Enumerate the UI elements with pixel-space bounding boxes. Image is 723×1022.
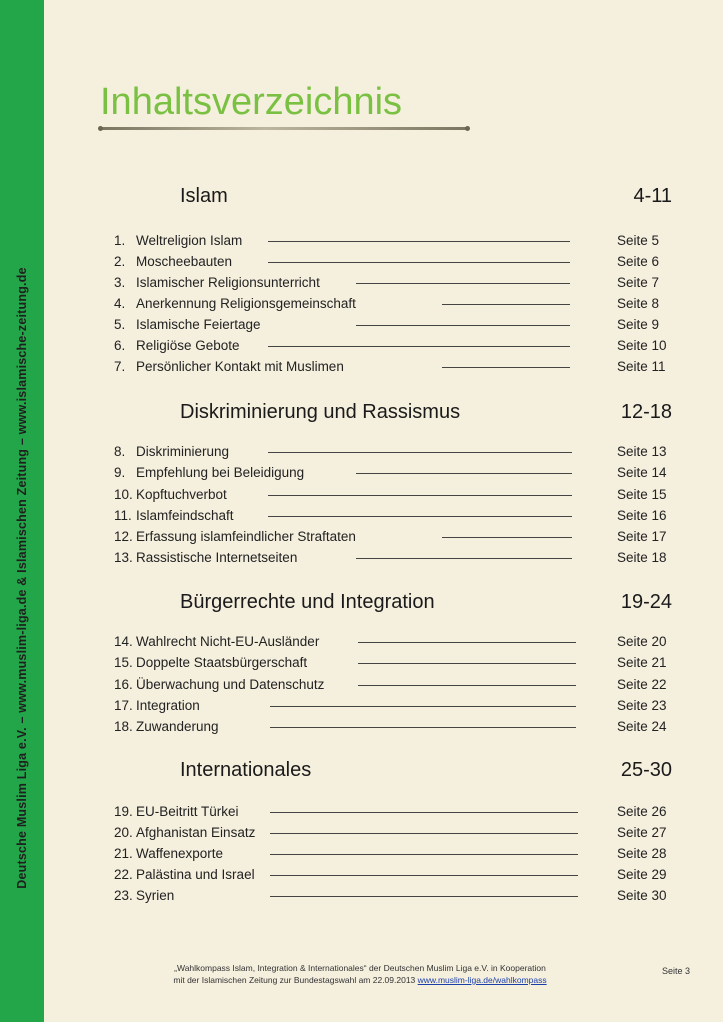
entry-number: 23. xyxy=(114,888,133,903)
entry-page: Seite 29 xyxy=(617,867,667,882)
leader-line xyxy=(356,558,572,559)
leader-line xyxy=(356,283,570,284)
toc-entry[interactable] xyxy=(114,548,674,568)
entry-label: Doppelte Staatsbürgerschaft xyxy=(136,655,308,670)
entry-number: 22. xyxy=(114,867,133,882)
footer-line-2 xyxy=(150,974,570,986)
toc-entry[interactable] xyxy=(114,717,674,737)
sidebar-text: Deutsche Muslim Liga e.V. – www.muslim-liga.de & Islamischen Zeitung – www.islamische-zeitung.de xyxy=(15,267,29,889)
section-title: Bürgerrechte und Integration xyxy=(180,591,435,613)
toc-entry[interactable] xyxy=(114,886,674,906)
entry-number: 16. xyxy=(114,677,133,692)
section-title: Islam xyxy=(180,185,228,207)
entry-number: 11. xyxy=(114,508,132,523)
toc-entry[interactable] xyxy=(114,802,674,822)
page-number: Seite 3 xyxy=(662,966,691,976)
toc-entry[interactable] xyxy=(114,527,674,547)
entry-number: 13. xyxy=(114,550,133,565)
footer-line-1: „Wahlkompass Islam, Integration & Internationales“ der Deutschen Muslim Liga e.V. in Kooperation xyxy=(174,963,546,973)
entry-page: Seite 28 xyxy=(617,846,667,861)
title-divider xyxy=(100,127,468,130)
entry-page: Seite 8 xyxy=(617,296,660,311)
entry-label: Waffenexporte xyxy=(136,846,224,861)
entry-label: Moscheebauten xyxy=(136,254,233,269)
entry-page: Seite 24 xyxy=(617,719,667,734)
entry-number: 9. xyxy=(114,465,126,480)
entry-label: Erfassung islamfeindlicher Straftaten xyxy=(136,529,356,544)
entry-page: Seite 20 xyxy=(617,634,667,649)
toc-entry[interactable] xyxy=(114,485,674,505)
entry-number: 4. xyxy=(114,296,126,311)
entry-number: 2. xyxy=(114,254,126,269)
entry-page: Seite 23 xyxy=(617,698,667,713)
toc-entry[interactable] xyxy=(114,442,674,462)
entry-number: 10. xyxy=(114,487,133,502)
entry-number: 18. xyxy=(114,719,133,734)
leader-line xyxy=(268,262,570,263)
leader-line xyxy=(270,706,576,707)
leader-line xyxy=(358,642,576,643)
leader-line xyxy=(442,367,570,368)
toc-entry[interactable] xyxy=(114,823,674,843)
footer-note xyxy=(150,962,570,986)
entry-label: Islamische Feiertage xyxy=(136,317,261,332)
leader-line xyxy=(442,537,572,538)
entry-label: Palästina und Israel xyxy=(136,867,255,882)
leader-line xyxy=(268,346,570,347)
section-heading-internationales xyxy=(180,756,672,784)
section-page-range: 12-18 xyxy=(620,401,672,423)
toc-entry[interactable] xyxy=(114,294,674,314)
entry-page: Seite 9 xyxy=(617,317,660,332)
entry-label: Islamischer Religionsunterricht xyxy=(136,275,320,290)
wahlkompass-link[interactable]: www.muslim-liga.de/wahlkompass xyxy=(417,975,547,985)
entry-page: Seite 30 xyxy=(617,888,667,903)
entry-label: Empfehlung bei Beleidigung xyxy=(136,465,305,480)
leader-line xyxy=(442,304,570,305)
toc-entry[interactable] xyxy=(114,675,674,695)
entry-label: EU-Beitritt Türkei xyxy=(136,804,239,819)
entry-number: 15. xyxy=(114,655,133,670)
section-heading-islam xyxy=(180,182,672,210)
entry-label: Religiöse Gebote xyxy=(136,338,240,353)
toc-entry[interactable] xyxy=(114,653,674,673)
toc-entry[interactable] xyxy=(114,252,674,272)
leader-line xyxy=(356,473,572,474)
section-page-range: 4-11 xyxy=(633,185,672,207)
toc-entry[interactable] xyxy=(114,336,674,356)
toc-entry[interactable] xyxy=(114,273,674,293)
entry-page: Seite 10 xyxy=(617,338,667,353)
entry-page: Seite 6 xyxy=(617,254,660,269)
entry-number: 20. xyxy=(114,825,133,840)
entry-label: Persönlicher Kontakt mit Muslimen xyxy=(136,359,344,374)
entry-number: 12. xyxy=(114,529,133,544)
entry-label: Islamfeindschaft xyxy=(136,508,234,523)
entry-page: Seite 11 xyxy=(617,359,666,374)
entry-page: Seite 26 xyxy=(617,804,667,819)
page-title: Inhaltsverzeichnis xyxy=(100,81,403,123)
toc-entry[interactable] xyxy=(114,844,674,864)
entry-label: Kopftuchverbot xyxy=(136,487,227,502)
leader-line xyxy=(270,875,578,876)
entry-number: 8. xyxy=(114,444,126,459)
toc-entry[interactable] xyxy=(114,865,674,885)
leader-line xyxy=(270,727,576,728)
entry-page: Seite 5 xyxy=(617,233,660,248)
entry-label: Diskriminierung xyxy=(136,444,230,459)
entry-label: Syrien xyxy=(136,888,175,903)
leader-line xyxy=(268,495,572,496)
section-page-range: 25-30 xyxy=(620,759,672,781)
entry-page: Seite 13 xyxy=(617,444,667,459)
leader-line xyxy=(358,663,576,664)
entry-label: Rassistische Internetseiten xyxy=(136,550,298,565)
leader-line xyxy=(270,833,578,834)
toc-entry[interactable] xyxy=(114,506,674,526)
leader-line xyxy=(268,241,570,242)
toc-entry[interactable] xyxy=(114,696,674,716)
entry-page: Seite 18 xyxy=(617,550,667,565)
entry-label: Weltreligion Islam xyxy=(136,233,243,248)
section-heading-buergerrechte xyxy=(180,588,672,616)
entry-page: Seite 14 xyxy=(617,465,667,480)
sidebar-band xyxy=(0,0,44,1022)
leader-line xyxy=(356,325,570,326)
entry-label: Afghanistan Einsatz xyxy=(136,825,256,840)
entry-number: 7. xyxy=(114,359,126,374)
toc-entry[interactable] xyxy=(114,357,674,377)
section-title: Diskriminierung und Rassismus xyxy=(180,401,461,423)
entry-number: 19. xyxy=(114,804,133,819)
section-page-range: 19-24 xyxy=(620,591,672,613)
leader-line xyxy=(358,685,576,686)
entry-label: Überwachung und Datenschutz xyxy=(136,677,325,692)
entry-number: 6. xyxy=(114,338,126,353)
entry-label: Anerkennung Religionsgemeinschaft xyxy=(136,296,356,311)
entry-number: 3. xyxy=(114,275,126,290)
leader-line xyxy=(270,812,578,813)
toc-entry[interactable] xyxy=(114,315,674,335)
toc-entry[interactable] xyxy=(114,231,674,251)
entry-number: 21. xyxy=(114,846,133,861)
entry-page: Seite 7 xyxy=(617,275,660,290)
section-heading-diskriminierung xyxy=(180,398,672,426)
entry-page: Seite 16 xyxy=(617,508,667,523)
entry-number: 14. xyxy=(114,634,133,649)
entry-label: Zuwanderung xyxy=(136,719,219,734)
toc-entry[interactable] xyxy=(114,632,674,652)
toc-entry[interactable] xyxy=(114,463,674,483)
leader-line xyxy=(268,516,572,517)
entry-number: 5. xyxy=(114,317,126,332)
leader-line xyxy=(270,854,578,855)
entry-page: Seite 17 xyxy=(617,529,667,544)
entry-number: 17. xyxy=(114,698,133,713)
footer-line-2-text: mit der Islamischen Zeitung zur Bundestagswahl am 22.09.2013 xyxy=(173,975,418,985)
leader-line xyxy=(268,452,572,453)
entry-number: 1. xyxy=(114,233,126,248)
entry-label: Wahlrecht Nicht-EU-Ausländer xyxy=(136,634,320,649)
entry-label: Integration xyxy=(136,698,200,713)
entry-page: Seite 22 xyxy=(617,677,667,692)
entry-page: Seite 27 xyxy=(617,825,667,840)
entry-page: Seite 15 xyxy=(617,487,667,502)
entry-page: Seite 21 xyxy=(617,655,667,670)
leader-line xyxy=(270,896,578,897)
section-title: Internationales xyxy=(180,759,312,781)
